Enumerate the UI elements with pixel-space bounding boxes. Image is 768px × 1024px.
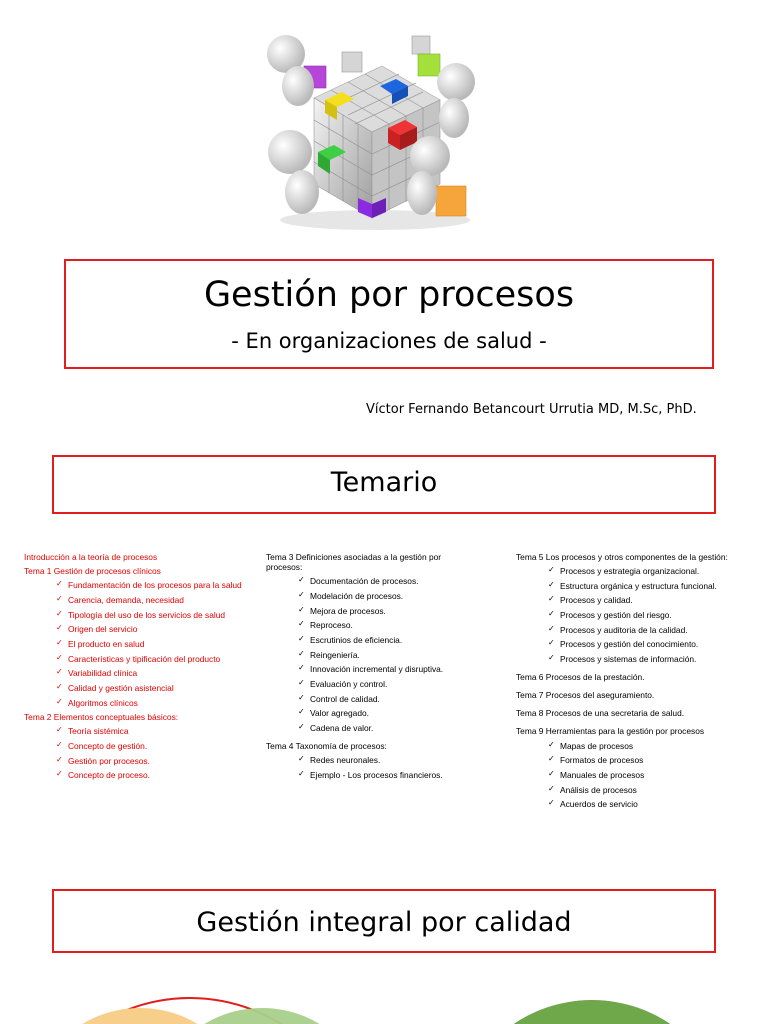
list-item: ✓ Escrutinios de eficiencia. [298,633,403,645]
check-icon: ✓ [56,681,63,691]
check-icon: ✓ [298,721,305,731]
list-item: ✓ Variabilidad clínica [56,667,138,679]
temario-heading: Temario [330,467,438,498]
list-item: ✓ Calidad y gestión asistencial [56,681,174,693]
list-item: ✓ Mapas de procesos [548,739,634,751]
check-icon: ✓ [298,604,305,614]
list-item: ✓ Procesos y sistemas de información. [548,653,697,665]
list-item: ✓ Procesos y estrategia organizacional. [548,565,700,577]
check-icon: ✓ [548,768,555,778]
list-item: ✓ Origen del servicio [56,623,138,635]
check-icon: ✓ [548,565,555,575]
list-item: ✓ Procesos y gestión del riesgo. [548,609,672,621]
temario-column-3 [516,552,761,814]
list-item: ✓ Carencia, demanda, necesidad [56,593,184,605]
check-icon: ✓ [56,652,63,662]
list-item: ✓ Procesos y gestión del conocimiento. [548,638,699,650]
page-title: Gestión por procesos [203,275,575,315]
check-icon: ✓ [298,575,305,585]
topic-list [544,741,761,810]
check-icon: ✓ [56,769,63,779]
topic-list [544,566,761,664]
check-icon: ✓ [548,594,555,604]
check-icon: ✓ [548,579,555,589]
check-icon: ✓ [56,608,63,618]
page-subtitle: - En organizaciones de salud - [231,329,547,353]
list-item: ✓ Gestión por procesos. [56,754,150,766]
circle-dark-green [452,1000,732,1024]
check-icon: ✓ [298,692,305,702]
list-item: ✓ Procesos y auditoria de la calidad. [548,623,688,635]
check-icon: ✓ [56,696,63,706]
check-icon: ✓ [548,609,555,619]
topic-heading: Tema 9 Herramientas para la gestión por procesos [516,726,705,737]
topic-heading: Tema 6 Procesos de la prestación. [516,672,645,683]
check-icon: ✓ [298,663,305,673]
check-icon: ✓ [298,619,305,629]
topic-heading: Tema 5 Los procesos y otros componentes de la gestión: [516,552,728,562]
topic-list [52,726,246,780]
bottom-diagram [0,960,768,1024]
hero-illustration [262,28,488,233]
temario-box [52,455,716,514]
topic-heading: Tema 4 Taxonomía de procesos: [266,740,387,751]
list-item: ✓ Análisis de procesos [548,783,637,795]
list-item: ✓ Redes neuronales. [298,754,381,766]
topic-list [294,576,476,733]
gestion-box [52,889,716,953]
check-icon: ✓ [298,589,305,599]
title-box [64,259,714,369]
check-icon: ✓ [548,653,555,663]
list-item: ✓ Ejemplo - Los procesos financieros. [298,768,443,780]
list-item: ✓ Innovación incremental y disruptiva. [298,663,444,675]
topic-heading: Introducción a la teoría de procesos [24,552,158,562]
check-icon: ✓ [548,739,555,749]
list-item: ✓ Teoría sistémica [56,725,129,737]
topic-heading: Tema 2 Elementos conceptuales básicos: [24,712,179,723]
topic-heading: Tema 3 Definiciones asociadas a la gestión por procesos: [266,552,442,573]
list-item: ✓ Reingeniería. [298,648,360,660]
topic-list [294,755,476,780]
topic-heading: Tema 1 Gestión de procesos clínicos [24,566,161,577]
list-item: ✓ Formatos de procesos [548,754,644,766]
check-icon: ✓ [548,754,555,764]
list-item: ✓ Control de calidad. [298,692,380,704]
list-item: ✓ Fundamentación de los procesos para la salud [56,579,242,591]
list-item: ✓ Reproceso. [298,619,353,631]
check-icon: ✓ [56,579,63,589]
check-icon: ✓ [298,633,305,643]
check-icon: ✓ [298,768,305,778]
list-item: ✓ El producto en salud [56,637,145,649]
check-icon: ✓ [548,638,555,648]
list-item: ✓ Acuerdos de servicio [548,798,638,810]
list-item: ✓ Procesos y calidad. [548,594,633,606]
author-line: Víctor Fernando Betancourt Urrutia MD, M.Sc, PhD. [366,402,697,417]
check-icon: ✓ [56,623,63,633]
topic-list [52,580,246,707]
list-item: ✓ Valor agregado. [298,707,369,719]
list-item: ✓ Modelación de procesos. [298,589,404,601]
check-icon: ✓ [298,707,305,717]
check-icon: ✓ [548,783,555,793]
gestion-heading: Gestión integral por calidad [196,907,572,938]
check-icon: ✓ [56,725,63,735]
temario-column-1 [24,552,246,785]
check-icon: ✓ [298,754,305,764]
check-icon: ✓ [298,677,305,687]
list-item: ✓ Algoritmos clínicos [56,696,138,708]
list-item: ✓ Cadena de valor. [298,721,374,733]
list-item: ✓ Mejora de procesos. [298,604,386,616]
check-icon: ✓ [548,798,555,808]
topic-heading: Tema 7 Procesos del aseguramiento. [516,690,655,701]
check-icon: ✓ [56,637,63,647]
check-icon: ✓ [56,754,63,764]
check-icon: ✓ [56,667,63,677]
list-item: ✓ Concepto de gestión. [56,739,148,751]
list-item: ✓ Estructura orgánica y estructura funcional. [548,579,717,591]
list-item: ✓ Concepto de proceso. [56,769,150,781]
topic-heading: Tema 8 Procesos de una secretaria de salud. [516,708,685,719]
list-item: ✓ Tipología del uso de los servicios de salud [56,608,226,620]
temario-column-2 [266,552,476,784]
check-icon: ✓ [56,739,63,749]
check-icon: ✓ [298,648,305,658]
list-item: ✓ Manuales de procesos [548,768,645,780]
list-item: ✓ Evaluación y control. [298,677,388,689]
check-icon: ✓ [548,623,555,633]
check-icon: ✓ [56,593,63,603]
list-item: ✓ Características y tipificación del producto [56,652,221,664]
list-item: ✓ Documentación de procesos. [298,575,419,587]
